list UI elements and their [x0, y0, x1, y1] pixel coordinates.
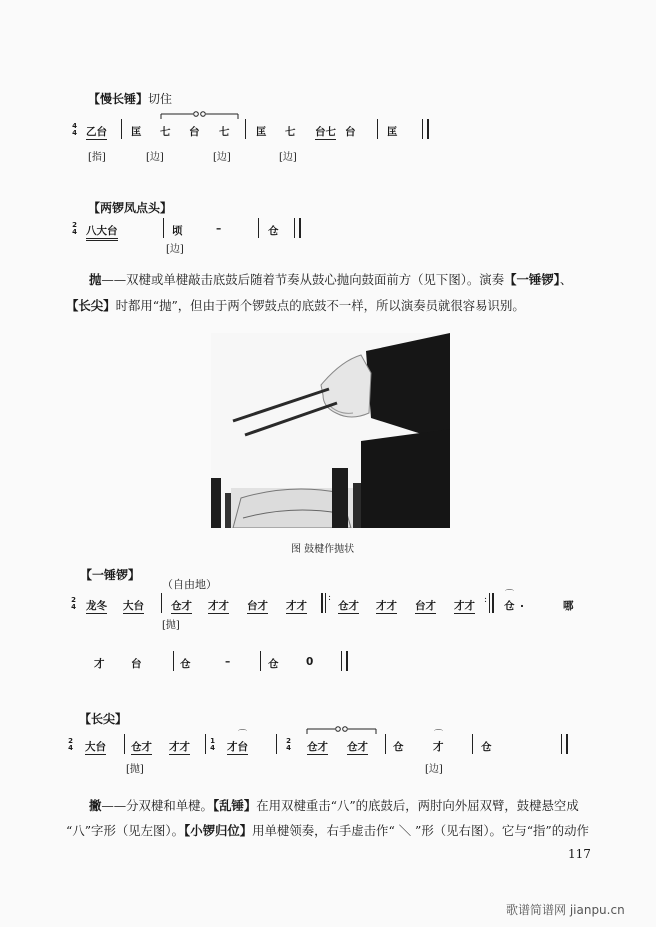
note: 乙台 [86, 126, 107, 138]
paragraph-pie-line2: “八”字形（见左图）。【小锣归位】用单楗领奏，右手虚击作“ ＼ ”形（见右图）。它与“指”的动作 [66, 823, 589, 838]
note: – [216, 223, 222, 235]
note: 仓 [268, 225, 279, 237]
note: 才 [433, 741, 444, 753]
note: 仓才 [171, 600, 192, 612]
annotation: [边] [279, 152, 297, 163]
bar-line [377, 119, 378, 139]
note: 匡 [387, 126, 398, 138]
end-bar-line [346, 651, 348, 671]
note: 七 [219, 126, 230, 138]
dot: . [520, 598, 524, 610]
annotation: [指] [88, 152, 106, 163]
bar-line [294, 218, 295, 238]
end-bar-line [566, 734, 568, 754]
note: 七 [160, 126, 171, 138]
note: 台 [189, 126, 200, 138]
note: – [225, 656, 231, 668]
note: 哪 [563, 600, 574, 612]
note: 大台 [123, 600, 144, 612]
section-title-changjian: 【长尖】 [79, 712, 128, 726]
term: 撇 [89, 798, 102, 813]
bar-line [124, 734, 125, 754]
time-signature: 2 4 [71, 596, 76, 611]
note: 仓才 [307, 741, 328, 753]
bar-line [163, 218, 164, 238]
note: 匡 [256, 126, 267, 138]
bar-line [245, 119, 246, 139]
tie-mark [306, 723, 378, 735]
note: 龙冬 [86, 600, 107, 612]
time-signature: 2 4 [68, 737, 73, 752]
repeat-dots: : [328, 593, 332, 603]
bar-line [276, 734, 277, 754]
repeat-dots: : [484, 595, 488, 605]
bar-line [422, 119, 423, 139]
section-subtitle: 切住 [148, 92, 173, 106]
fermata-icon: ⌒ [505, 590, 515, 600]
term: 抛 [89, 272, 102, 287]
photo-drawing [211, 333, 450, 528]
fermata-icon: ⌒ [434, 730, 444, 740]
note: 才才 [376, 600, 397, 612]
note: 0 [306, 656, 314, 668]
note: 台才 [247, 600, 268, 612]
note: 仓 [393, 741, 404, 753]
bar-line [260, 651, 261, 671]
note: 才才 [169, 741, 190, 753]
annotation: [边] [146, 152, 164, 163]
note: 仓 [481, 741, 492, 753]
bar-line [161, 593, 162, 613]
note: 才台 [227, 741, 248, 753]
bar-line [173, 651, 174, 671]
bar-line [258, 218, 259, 238]
annotation: [边] [425, 764, 443, 775]
note: 仓才 [347, 741, 368, 753]
tempo-marking: （自由地） [162, 578, 217, 591]
annotation: [抛] [162, 620, 180, 631]
end-bar-line [427, 119, 429, 139]
note: 仓 [268, 658, 279, 670]
note: 才 [94, 658, 105, 670]
note: 顷 [172, 225, 183, 237]
figure-caption: 图 鼓楗作抛状 [291, 544, 355, 555]
bar-line [341, 651, 342, 671]
note: 台才 [415, 600, 436, 612]
section-title-manchangchui [88, 90, 172, 107]
bar-line [561, 734, 562, 754]
time-signature: 2 4 [72, 221, 77, 236]
note: 仓才 [338, 600, 359, 612]
section-title-text: 【慢长锤】 [88, 92, 149, 106]
repeat-bar [492, 593, 494, 613]
note: 仓 [180, 658, 191, 670]
note: 才才 [286, 600, 307, 612]
note: 仓 [504, 600, 515, 612]
annotation: [边] [166, 244, 184, 255]
note: 匡 [131, 126, 142, 138]
fermata-icon: ⌒ [238, 730, 248, 740]
annotation: [边] [213, 152, 231, 163]
paragraph-pao: 抛——双楗或单楗敲击底鼓后随着节奏从鼓心抛向鼓面前方（见下图）。演奏【一锤锣】、 [89, 272, 573, 287]
bar-line [205, 734, 206, 754]
drumstick-photo [211, 333, 450, 528]
time-signature: 2 4 [286, 737, 291, 752]
repeat-bar-thin [325, 593, 326, 613]
bar-line [121, 119, 122, 139]
note: 七 [285, 126, 296, 138]
time-signature: 4 4 [72, 122, 77, 137]
note: 才才 [208, 600, 229, 612]
bar-line [385, 734, 386, 754]
watermark: 歌谱简谱网 jianpu.cn [506, 903, 625, 917]
note: 八大台 [86, 223, 118, 241]
repeat-bar-thin [489, 593, 490, 613]
section-title-liangluo: 【两锣凤点头】 [88, 201, 173, 215]
note: 仓才 [131, 741, 152, 753]
end-bar-line [299, 218, 301, 238]
paragraph-pie: 撇——分双楗和单楗。【乱锤】在用双楗重击“八”的底鼓后，两肘向外屈双臂，鼓楗悬空成 [89, 798, 579, 813]
repeat-bar [321, 593, 323, 613]
tie-mark [160, 108, 240, 120]
note: 台 [345, 126, 356, 138]
paragraph-pao-line2: 【长尖】时都用“抛”，但由于两个锣鼓点的底鼓不一样，所以演奏员就很容易识别。 [66, 298, 525, 313]
note: 才才 [454, 600, 475, 612]
annotation: [抛] [126, 764, 144, 775]
note: 台 [131, 658, 142, 670]
note: 台七 [315, 126, 336, 138]
section-title-yichuiluo: 【一锤锣】 [80, 568, 141, 582]
note: 大台 [85, 741, 106, 753]
bar-line [472, 734, 473, 754]
page-number: 117 [568, 847, 591, 861]
time-signature: 1 4 [210, 737, 215, 752]
